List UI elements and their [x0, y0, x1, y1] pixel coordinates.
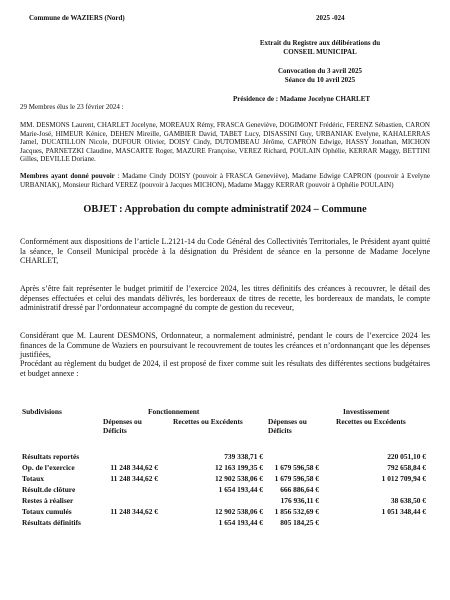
cell-i-dep: 176 936,11 €: [280, 496, 319, 505]
row-label: Résultats définitifs: [22, 518, 81, 527]
presidence: Présidence de : Madame Jocelyne CHARLET: [233, 95, 371, 103]
paragraph-procedant: Procédant au règlement du budget de 2024, il est proposé de fixer comme suit les résultats des différentes sections budgétaires et budget annexe :: [20, 359, 430, 378]
cell-i-dep: 1 679 596,58 €: [274, 463, 319, 472]
cell-f-dep: 11 248 344,62 €: [110, 474, 158, 483]
cell-i-rec: 220 051,10 €: [387, 452, 426, 461]
deliberation-ref: 2025 -024: [316, 14, 345, 22]
paragraph-conformement: Conformément aux dispositions de l’article L.2121-14 du Code Général des Collectivités Territoriales, le Président ayant quitté la séance, le Conseil Municipal procède à la désignation du Président de séance en la personne de Madame Jocelyne CHARLET,: [20, 237, 430, 266]
convocation-date: Convocation du 3 avril 2025: [277, 67, 362, 75]
col-investissement: Investissement: [343, 407, 390, 416]
objet-title: OBJET : Approbation du compte administratif 2024 – Commune: [83, 204, 367, 215]
row-label: Op. de l’exercice: [22, 463, 75, 472]
depenses-line1: Dépenses ou: [103, 417, 142, 426]
depenses-line2: Déficits: [103, 425, 127, 435]
row-label: Totaux: [22, 474, 44, 483]
depenses-line2: Déficits: [268, 425, 292, 435]
cell-f-rec: 1 654 193,44 €: [218, 518, 263, 527]
commune-name: Commune de WAZIERS (Nord): [29, 14, 125, 22]
invest-recettes-header: Recettes ou Excédents: [336, 417, 406, 426]
fonct-depenses-header: [103, 418, 142, 436]
extrait-line2: CONSEIL MUNICIPAL: [283, 48, 357, 56]
cell-i-rec: 1 012 709,94 €: [381, 474, 426, 483]
extrait-line1: Extrait du Registre aux délibérations du: [259, 39, 381, 47]
cell-f-rec: 12 902 538,06 €: [214, 507, 263, 516]
cell-f-dep: 11 248 344,62 €: [110, 507, 158, 516]
cell-i-rec: 38 638,50 €: [390, 496, 426, 505]
cell-i-dep: 1 856 532,69 €: [274, 507, 319, 516]
pouvoir-label: Membres ayant donné pouvoir: [20, 172, 115, 180]
row-label: Restes à réaliser: [22, 496, 74, 505]
fonct-recettes-header: Recettes ou Excédents: [173, 417, 243, 426]
cell-i-dep: 666 886,64 €: [280, 485, 319, 494]
cell-i-dep: 805 184,25 €: [280, 518, 319, 527]
pouvoir-text: : Madame Cindy DOISY (pouvoir à FRASCA Geneviève), Madame Edwige CAPRON (pouvoir à Evelyne URBANIAK), Monsieur Richard VEREZ (pouvoir à Jacques MICHON), Madame Maggy KERRAR (pouvoir à Ophélie POULAIN): [20, 172, 430, 189]
invest-depenses-header: [268, 418, 307, 436]
row-label: Résultats reportés: [22, 452, 80, 461]
row-label: Résult.de clôture: [22, 485, 76, 494]
cell-f-rec: 739 338,71 €: [224, 452, 263, 461]
col-subdivisions: Subdivisions: [22, 407, 62, 416]
row-label: Totaux cumulés: [22, 507, 72, 516]
col-fonctionnement: Fonctionnement: [148, 407, 200, 416]
paragraph-considerant: Considérant que M. Laurent DESMONS, Ordonnateur, a normalement administré, pendant le cours de l’exercice 2024 les finances de la Commune de Waziers en poursuivant le recouvrement de toutes les créances et n’ordonnançant que les dépenses justifiées,: [20, 331, 430, 360]
cell-f-dep: 11 248 344,62 €: [110, 463, 158, 472]
cell-f-rec: 1 654 193,44 €: [218, 485, 263, 494]
depenses-line1: Dépenses ou: [268, 417, 307, 426]
cell-i-dep: 1 679 596,58 €: [274, 474, 319, 483]
cell-f-rec: 12 163 199,35 €: [214, 463, 263, 472]
members-list: MM. DESMONS Laurent, CHARLET Jocelyne, MOREAUX Rémy, FRASCA Geneviève, DOGIMONT Frédéric, FERENZ Sébastien, CARON Marie-José, HIMEUR Kénice, DEHEN Mireille, GAMBIER David, TABET Lucy, DISASSINI Guy, URBANIAK Evelyne, KAHALERRAS Jamel, DUCATILLON Nicole, DUFOUR Olivier, DOISY Cindy, DUTOMBEAU Jérôme, CAPRON Edwige, HASSY Jonathan, MICHON Jacques, PARNETZKI Claudine, MASCARTE Roger, MAZURE Françoise, VEREZ Richard, POULAIN Ophélie, KERRAR Maggy, BETTINI Gilles, DEVILLE Doriane.: [20, 121, 430, 164]
paragraph-budget: Après s’être fait représenter le budget primitif de l’exercice 2024, les titres définitifs des créances à recouvrer, le détail des dépenses effectuées et celui des mandats délivrés, les bordereaux de titres de recette, les bordereaux de mandats, le compte administratif dressé par l’ordonnateur accompagné du compte de gestion du receveur,: [20, 284, 430, 313]
members-elected: 29 Membres élus le 23 février 2024 :: [20, 103, 124, 111]
cell-f-rec: 12 902 538,06 €: [214, 474, 263, 483]
seance-date: Séance du 10 avril 2025: [284, 76, 356, 84]
cell-i-rec: 792 658,84 €: [387, 463, 426, 472]
cell-i-rec: 1 051 348,44 €: [381, 507, 426, 516]
members-pouvoir: [20, 172, 430, 189]
